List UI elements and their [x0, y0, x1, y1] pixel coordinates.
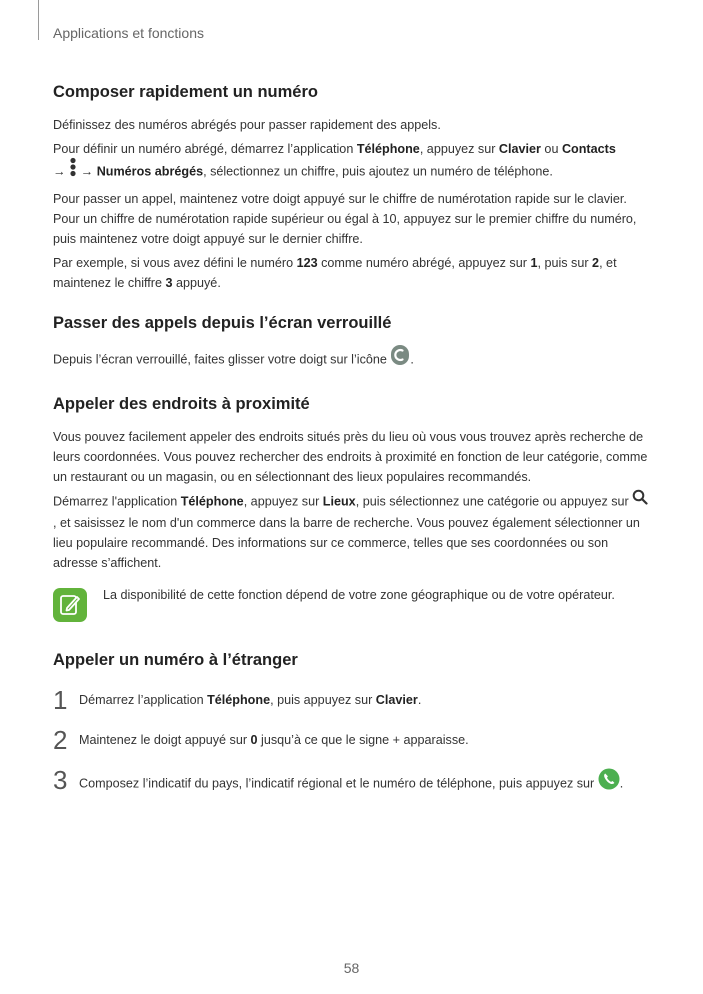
- step-2: [53, 726, 649, 754]
- step-3: [53, 766, 649, 798]
- note-block: [53, 585, 649, 622]
- nearby-intro: Vous pouvez facilement appeler des endroits situés près du lieu où vous vous trouvez après recherche de leurs coordonnées. Vous pouvez rechercher des endroits à proximité en fonction de leur catégorie, comme un restaurant ou un magasin, ou en sélectionnant des lieux populaires recommandés.: [53, 430, 648, 484]
- call-handle-icon: [390, 344, 410, 372]
- section-header: Applications et fonctions: [53, 25, 204, 41]
- header-rule: [38, 0, 39, 40]
- speed-dial-example: Par exemple, si vous avez défini le numéro 123 comme numéro abrégé, appuyez sur 1, puis sur 2, et maintenez le chiffre 3 appuyé.: [53, 256, 617, 290]
- search-icon: [632, 489, 648, 511]
- step-1: [53, 686, 649, 714]
- step-text: Maintenez le doigt appuyé sur 0 jusqu’à ce que le signe + apparaisse.: [79, 733, 469, 747]
- note-text: La disponibilité de cette fonction dépend de votre zone géographique ou de votre opérateur.: [103, 588, 615, 602]
- step-number: 2: [53, 725, 68, 755]
- step-number: 1: [53, 685, 68, 715]
- step-number: 3: [53, 765, 68, 795]
- international-call-title: Appeler un numéro à l’étranger: [53, 651, 298, 669]
- locked-screen-text: Depuis l’écran verrouillé, faites glisser votre doigt sur l’icône .: [53, 346, 649, 374]
- speed-dial-usage: Pour passer un appel, maintenez votre doigt appuyé sur le chiffre de numérotation rapide sur le clavier. Pour un chiffre de numérotation rapide supérieur ou égal à 10, appuyez sur le premier chiffre du numéro, puis maintenez votre doigt appuyé sur le dernier chiffre.: [53, 192, 637, 246]
- step-text: Composez l’indicatif du pays, l’indicatif régional et le numéro de téléphone, puis appuyez sur .: [79, 770, 623, 798]
- step-text: Démarrez l’application Téléphone, puis appuyez sur Clavier.: [79, 693, 422, 707]
- nearby-instructions: Démarrez l'application Téléphone, appuyez sur Lieux, puis sélectionnez une catégorie ou appuyez sur , et saisissez le nom d'un commerce dans la barre de recherche. Vous pouvez également sélectionner un lieu populaire recommandé. Des informations sur ce commerce, telles que ses coordonnées ou son adresse s’affichent.: [53, 491, 649, 573]
- locked-screen-title: Passer des appels depuis l’écran verrouillé: [53, 314, 392, 332]
- page-number: 58: [343, 960, 360, 976]
- vertical-dots-icon: [69, 157, 77, 183]
- note-pencil-icon: [53, 588, 87, 622]
- nearby-places-title: Appeler des endroits à proximité: [53, 395, 310, 413]
- speed-dial-setup: Pour définir un numéro abrégé, démarrez l’application Téléphone, appuyez sur Clavier ou Contacts → → Numéros abrégés, sélectionnez un chiffre, puis ajoutez un numéro de téléphone.: [53, 139, 649, 185]
- speed-dial-intro: Définissez des numéros abrégés pour passer rapidement des appels.: [53, 118, 441, 132]
- speed-dial-title: Composer rapidement un numéro: [53, 83, 318, 101]
- phone-call-icon: [598, 768, 620, 796]
- page-content: [53, 80, 649, 810]
